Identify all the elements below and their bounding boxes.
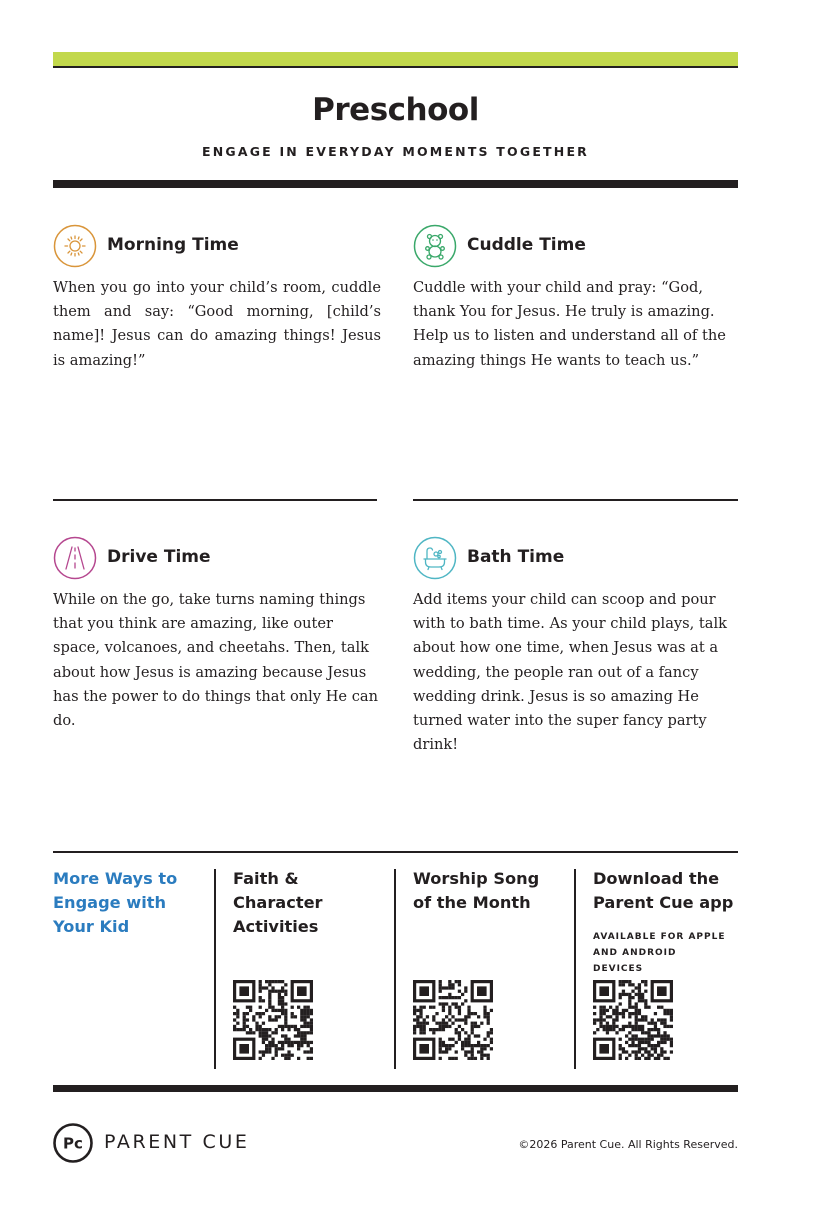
section-body: While on the go, take turns naming things that you think are amazing, like outer space, volcanoes, and cheetahs. Then, talk about how Jesus is amazing because Jesus has the power to do things that only He can do. bbox=[53, 591, 378, 730]
section-title: Morning Time bbox=[107, 235, 239, 255]
footer-divider bbox=[53, 851, 738, 853]
worship-song-heading: Worship Song of the Month bbox=[413, 869, 540, 912]
more-ways-heading: More Ways to Engage with Your Kid bbox=[53, 869, 178, 936]
road-icon bbox=[53, 536, 97, 580]
section-body: Add items your child can scoop and pour with to bath time. As your child plays, talk about how one time, when Jesus was at a wedding, the people ran out of a fancy wedding drink. Jesus is so amazing He turned water into the super fancy party drink! bbox=[413, 591, 727, 754]
column-divider bbox=[214, 869, 216, 1069]
section-cuddle-time bbox=[413, 224, 743, 384]
section-drive-time bbox=[53, 536, 383, 736]
section-divider bbox=[53, 499, 377, 501]
section-bath-time bbox=[413, 536, 743, 766]
page-title: Preschool bbox=[312, 92, 479, 128]
column-divider bbox=[394, 869, 396, 1069]
section-morning-time bbox=[53, 224, 383, 384]
app-availability-note: AVAILABLE FOR APPLE AND ANDROID DEVICES bbox=[593, 932, 726, 974]
section-title: Bath Time bbox=[467, 547, 565, 567]
faith-activities-heading: Faith & Character Activities bbox=[233, 869, 323, 936]
bathtub-icon bbox=[413, 536, 457, 580]
page-subtitle: ENGAGE IN EVERYDAY MOMENTS TOGETHER bbox=[201, 144, 590, 159]
teddy-bear-icon bbox=[413, 224, 457, 268]
qr-code[interactable] bbox=[233, 980, 313, 1060]
section-title: Cuddle Time bbox=[467, 235, 586, 255]
parent-cue-logo-icon bbox=[53, 1123, 93, 1163]
qr-code[interactable] bbox=[413, 980, 493, 1060]
brand-wordmark: PARENT CUE bbox=[104, 1131, 250, 1153]
download-app-heading: Download the Parent Cue app bbox=[593, 869, 734, 912]
section-divider bbox=[413, 499, 738, 501]
qr-code[interactable] bbox=[593, 980, 673, 1060]
copyright-notice: ©2026 Parent Cue. All Rights Reserved. bbox=[518, 1138, 738, 1151]
column-divider bbox=[574, 869, 576, 1069]
sun-icon bbox=[53, 224, 97, 268]
header-divider bbox=[53, 180, 738, 188]
section-title: Drive Time bbox=[107, 547, 211, 567]
svg-text:Pc: Pc bbox=[63, 1134, 83, 1153]
section-body: When you go into your child’s room, cuddle them and say: “Good morning, [child’s name]! Jesus can do amazing things! Jesus is amazing!” bbox=[53, 279, 381, 369]
section-body: Cuddle with your child and pray: “God, thank You for Jesus. He truly is amazing. Help us to listen and understand all of the amazing things He wants to teach us.” bbox=[413, 279, 726, 369]
accent-bar bbox=[53, 52, 738, 68]
footer-bottom-divider bbox=[53, 1085, 738, 1092]
